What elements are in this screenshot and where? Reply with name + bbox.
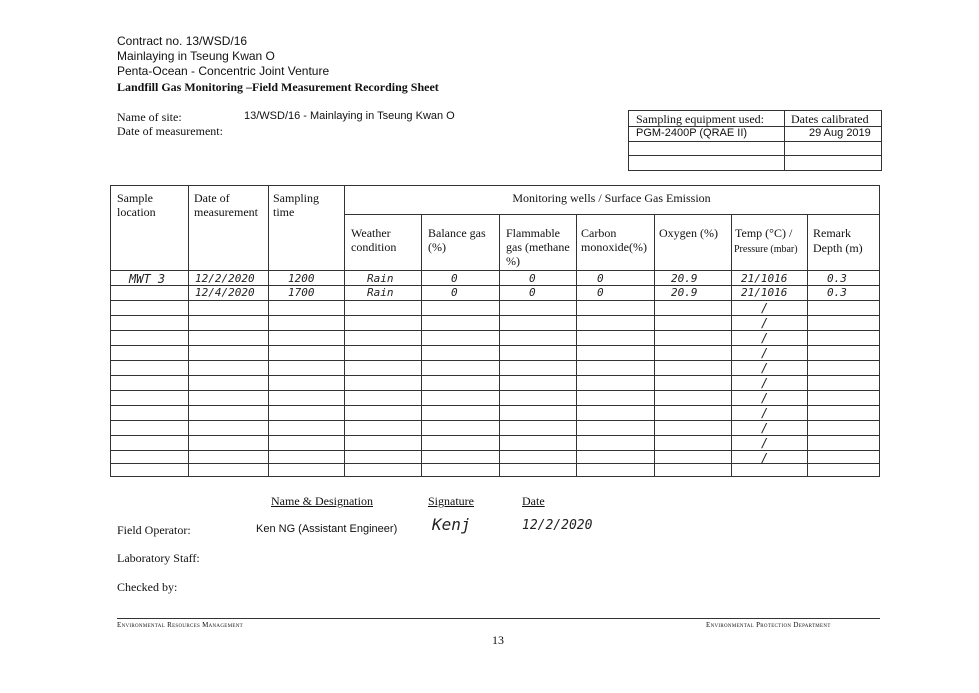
empty-slash: /	[761, 406, 769, 420]
row1-carbon: 0	[597, 272, 604, 285]
row2-time: 1700	[288, 286, 315, 299]
equipment-header: Sampling equipment used:	[636, 112, 764, 126]
measurement-table	[110, 185, 880, 477]
signoff-signature-header: Signature	[428, 494, 474, 508]
header-remark: Remark	[813, 226, 851, 240]
row2-temp: 21/1016	[741, 286, 788, 299]
header-pressure: Pressure (mbar)	[734, 244, 798, 255]
empty-slash: /	[761, 346, 769, 360]
field-operator-signature: Kenj	[432, 515, 471, 534]
project-name: Mainlaying in Tseung Kwan O	[117, 49, 275, 63]
page-number: 13	[492, 633, 504, 647]
footer-divider	[117, 618, 880, 619]
row1-weather: Rain	[367, 272, 394, 285]
row1-temp: 21/1016	[741, 272, 788, 285]
header-depth: Depth (m)	[813, 241, 863, 255]
row2-oxygen: 20.9	[671, 286, 698, 299]
header-sample-location: Sample location	[117, 191, 156, 219]
field-operator-label: Field Operator:	[117, 523, 191, 537]
calibration-date: 29 Aug 2019	[809, 127, 871, 139]
empty-slash: /	[761, 436, 769, 450]
empty-slash: /	[761, 451, 769, 465]
empty-slash: /	[761, 361, 769, 375]
joint-venture: Penta-Ocean - Concentric Joint Venture	[117, 64, 330, 78]
row2-carbon: 0	[597, 286, 604, 299]
empty-slash: /	[761, 376, 769, 390]
calibration-header: Dates calibrated	[791, 112, 869, 126]
row2-weather: Rain	[367, 286, 394, 299]
empty-slash: /	[761, 331, 769, 345]
row1-oxygen: 20.9	[671, 272, 698, 285]
header-oxygen: Oxygen (%)	[659, 226, 718, 240]
date-of-measurement-label: Date of measurement:	[117, 124, 223, 138]
contract-number: Contract no. 13/WSD/16	[117, 34, 248, 48]
field-operator-date: 12/2/2020	[522, 518, 593, 533]
header-temp: Temp (°C) /	[735, 226, 793, 240]
row1-flammable: 0	[529, 272, 536, 285]
row1-time: 1200	[288, 272, 315, 285]
empty-slash: /	[761, 391, 769, 405]
equipment-table	[628, 110, 882, 171]
row1-date: 12/2/2020	[195, 272, 255, 285]
laboratory-staff-label: Laboratory Staff:	[117, 551, 200, 565]
checked-by-label: Checked by:	[117, 580, 178, 594]
signoff-date-header: Date	[522, 494, 545, 508]
equipment-value: PGM-2400P (QRAE II)	[636, 127, 748, 139]
row2-balance: 0	[451, 286, 458, 299]
row1-location: MWT 3	[129, 272, 166, 286]
field-operator-name: Ken NG (Assistant Engineer)	[256, 523, 398, 535]
footer-right: Environmental Protection Department	[706, 621, 831, 629]
signoff-name-header: Name & Designation	[271, 494, 373, 508]
header-sampling-time: Sampling time	[273, 191, 320, 219]
row2-flammable: 0	[529, 286, 536, 299]
site-name-value: 13/WSD/16 - Mainlaying in Tseung Kwan O	[244, 110, 455, 122]
header-date-of-measurement: Date of measurement	[194, 191, 258, 219]
row2-date: 12/4/2020	[195, 286, 255, 299]
sheet-title: Landfill Gas Monitoring –Field Measurement Recording Sheet	[117, 80, 439, 94]
header-flammable-gas: Flammable gas (methane %)	[506, 226, 570, 268]
header-balance-gas: Balance gas (%)	[428, 226, 486, 254]
header-carbon-monoxide: Carbon monoxide(%)	[581, 226, 647, 254]
empty-slash: /	[761, 421, 769, 435]
site-name-label: Name of site:	[117, 110, 182, 124]
empty-slash: /	[761, 316, 769, 330]
empty-slash: /	[761, 301, 769, 315]
header-monitoring-group: Monitoring wells / Surface Gas Emission	[512, 191, 711, 205]
row1-depth: 0.3	[827, 272, 847, 285]
header-weather: Weather condition	[351, 226, 397, 254]
footer-left: Environmental Resources Management	[117, 621, 243, 629]
row1-balance: 0	[451, 272, 458, 285]
row2-depth: 0.3	[827, 286, 847, 299]
